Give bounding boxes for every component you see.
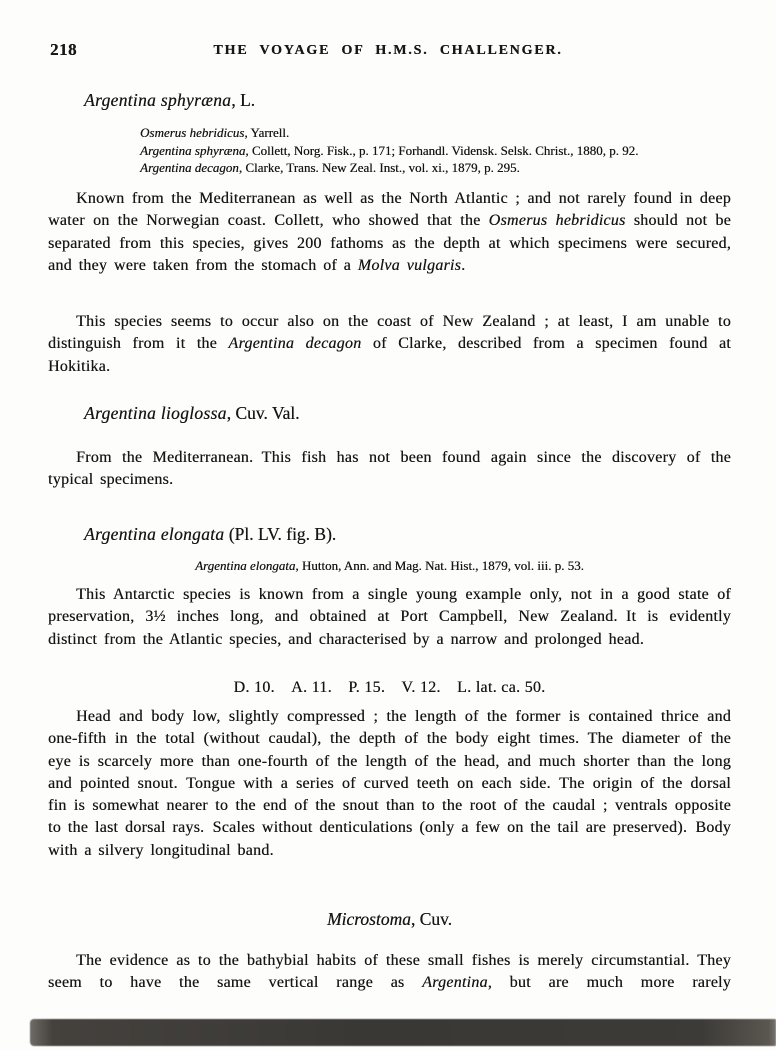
text-segment: This Antarctic species is known from a single young example only, not in a good state of preservation, 3½ inches long, and obtained at Port Campbell, New Zealand. It is evidently distinct from the Atlantic species, and characterised by a narrow and prolonged head. [48,586,731,648]
text-segment: Known from the Mediterranean as well as the North Atlantic ; and not rarely found in deep water on the Norwegian coast. Collett, who showed that the [48,190,731,230]
synonymy-entry [140,142,731,160]
species-heading-elongata [84,524,731,545]
synonym-reference: , Clarke, Trans. New Zeal. Inst., vol. xi., 1879, p. 295. [238,160,520,176]
species-name-italic: Argentina elongata [84,524,225,544]
species-author: , Cuv. Val. [226,403,300,423]
genus-heading-microstoma [48,909,731,930]
synonym-name-italic: Osmerus hebridicus [140,125,245,140]
paragraph-microstoma [48,950,731,995]
synonym-reference: , Yarrell. [244,125,290,140]
species-name-italic: Molva vulgaris [357,256,462,274]
text-segment: Head and body low, slightly compressed ; the length of the former is contained thrice and one-fifth in the total (without caudal), the depth of the body eight times. The diameter of the eye is scarcely more than one-fourth of the length of the head, and much shorter than the long and pointed snout. Tongue with a series of curved teeth on each side. The origin of the dorsal fin is somewhat nearer to the end of the snout than to the root of the caudal ; ventrals opposite to the last dorsal rays. Scales without denticulations (only a few on the tail are preserved). Body with a silvery longitudinal band. [48,708,731,859]
species-heading-sphyraena [84,90,731,111]
paragraph-lioglossa [48,447,731,492]
page-content [48,0,731,1050]
text-segment: . [461,256,466,274]
text-segment: should not be separated from this species, gives 200 fathoms as the depth at which specimens were secured, and they were taken from the stomach of a [48,212,732,274]
text-segment: From the Mediterranean. This fish has not been found again since the discovery of the typical specimens. [48,449,731,489]
text-segment: of Clarke, described from a specimen found at Hokitika. [48,335,731,375]
species-name-italic: Osmerus hebridicus [488,212,626,230]
synonymy-entry [140,159,731,177]
text-segment: This species seems to occur also on the coast of New Zealand ; at least, I am unable to distinguish from it the [48,313,731,353]
page-number: 218 [50,40,77,59]
genus-author: , Cuv. [410,909,453,929]
species-name-italic: Argentina elongata [195,558,296,573]
text-segment: , but are much more rarely [487,974,731,992]
paragraph-elongata-description [48,584,731,651]
species-name-italic: Argentina decagon [228,335,362,353]
synonym-reference: , Collett, Norg. Fisk., p. 171; Forhandl. Vidensk. Selsk. Christ., 1880, p. 92. [245,142,639,158]
synonymy-entry [140,124,731,142]
species-name-italic: Argentina sphyræna [84,90,232,110]
paragraph-sphyraena-distribution [48,188,731,277]
fin-ray-formula: D. 10. A. 11. P. 15. V. 12. L. lat. ca. 50. [233,679,546,696]
scan-shadow-artifact [30,1019,776,1046]
species-name-italic: Argentina lioglossa [84,403,227,423]
genus-name-italic: Microstoma [326,909,411,929]
synonym-name-italic: Argentina decagon [140,160,239,176]
synonym-name-italic: Argentina sphyræna [140,142,246,158]
text-segment: The evidence as to the bathybial habits of these small fishes is merely circumstantial. They seem to have the same vertical range as [48,952,731,992]
plate-reference: (Pl. LV. fig. B). [224,524,337,544]
paragraph-elongata-morphology [48,706,731,862]
synonymy-list [140,124,731,177]
citation-reference: , Hutton, Ann. and Mag. Nat. Hist., 1879, vol. iii. p. 53. [295,558,584,573]
running-title: THE VOYAGE OF H.M.S. CHALLENGER. [213,43,563,58]
citation-line [48,558,731,574]
genus-name-italic: Argentina [422,974,488,992]
species-author: , L. [231,90,256,110]
species-heading-lioglossa [84,403,731,424]
paragraph-sphyraena-newzealand [48,311,731,378]
